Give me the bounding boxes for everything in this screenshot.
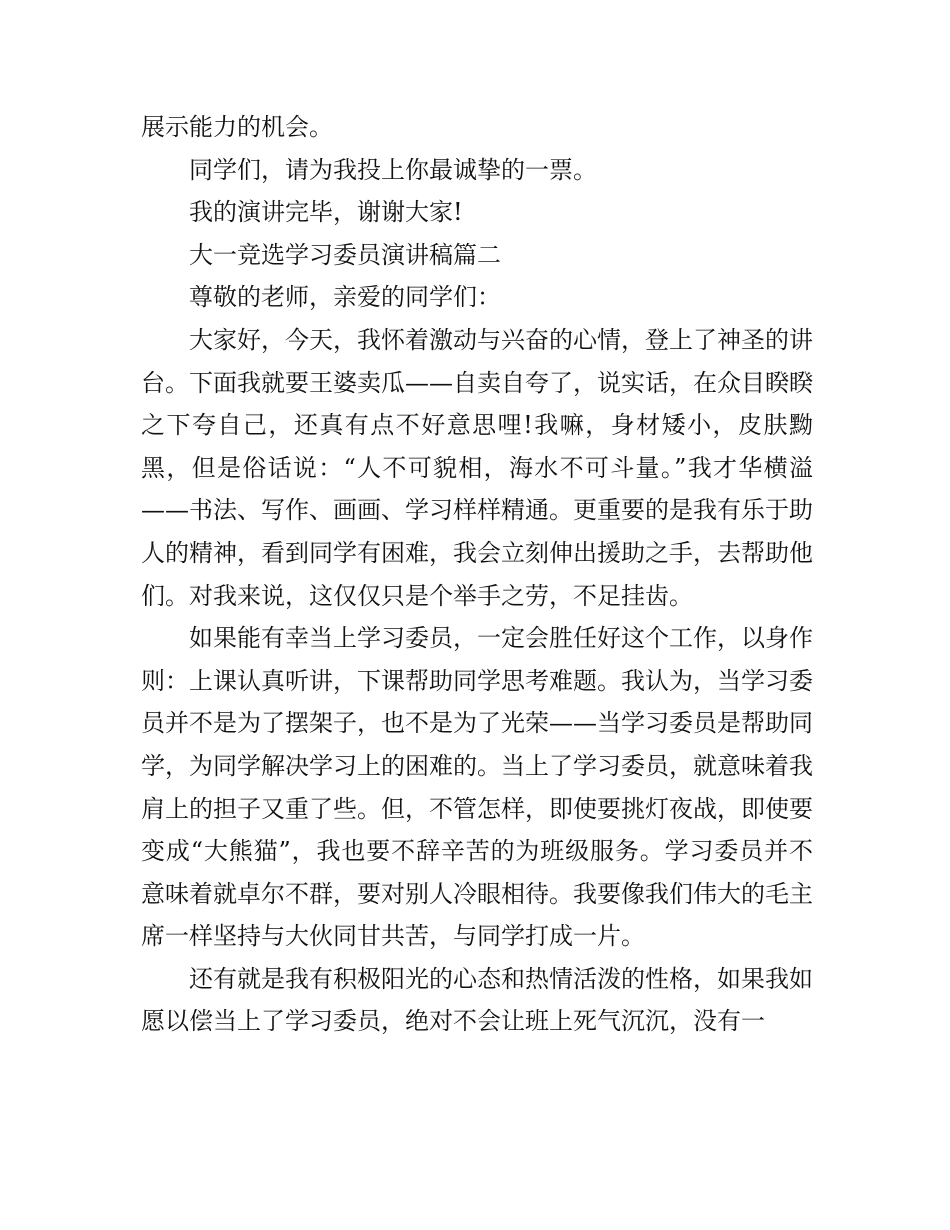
paragraph-vote-request: 同学们，请为我投上你最诚挚的一票。 (189, 155, 597, 184)
paragraph-personality: 还有就是我有积极阳光的心态和热情活泼的性格，如果我如愿以偿当上了学习委员，绝对不会让班上死气沉沉，没有一 (141, 964, 813, 1036)
paragraph-closing: 我的演讲完毕，谢谢大家! (189, 198, 463, 227)
paragraph-continuation: 展示能力的机会。 (141, 113, 333, 141)
paragraph-salutation: 尊敬的老师，亲爱的同学们： (189, 283, 501, 312)
section-heading: 大一竞选学习委员演讲稿篇二 (189, 240, 501, 269)
paragraph-commitment: 如果能有幸当上学习委员，一定会胜任好这个工作，以身作则：上课认真听讲，下课帮助同学思考难题。我认为，当学习委员并不是为了摆架子，也不是为了光荣——当学习委员是帮助同学，为同学解决学习上的困难的。当上了学习委员，就意味着我肩上的担子又重了些。但，不管怎样，即使要挑灯夜战，即使要变成“大熊猫”，我也要不辞辛苦的为班级服务。学习委员并不意味着就卓尔不群，要对别人冷眼相待。我要像我们伟大的毛主席一样坚持与大伙同甘共苦，与同学打成一片。 (141, 624, 813, 951)
document-body (141, 106, 813, 1043)
paragraph-introduction: 大家好，今天，我怀着激动与兴奋的心情，登上了神圣的讲台。下面我就要王婆卖瓜——自卖自夸了，说实话，在众目睽睽之下夸自己，还真有点不好意思哩!我嘛，身材矮小，皮肤黝黑，但是俗话说：“人不可貌相，海水不可斗量。”我才华横溢——书法、写作、画画、学习样样精通。更重要的是我有乐于助人的精神，看到同学有困难，我会立刻伸出援助之手，去帮助他们。对我来说，这仅仅只是个举手之劳，不足挂齿。 (141, 325, 813, 610)
